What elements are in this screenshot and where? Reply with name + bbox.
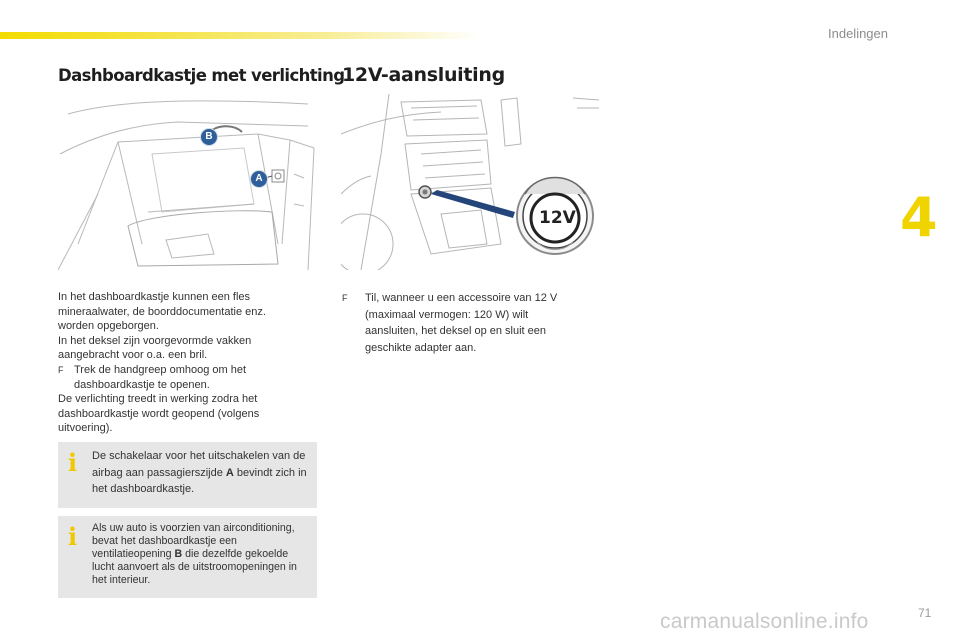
socket-instruction-text: Til, wanneer u een accessoire van 12 V (maximaal vermogen: 120 W) wilt aansluiten, het deksel op en sluit een geschikte adapter aan. [365,292,558,354]
page-number: 71 [918,606,932,620]
info-bold-label: A [225,466,234,479]
info-text-part: Als uw auto is voorzien van airconditioning, bevat het dashboardkastje een ventilatieopening [92,522,295,560]
bullet-open [58,363,298,392]
socket-instruction [342,290,582,356]
info-box-ventilation-text [92,522,310,587]
info-text-part: die dezelfde gekoelde lucht aanvoert als de uitstroomopeningen in het interieur. [92,548,297,586]
info-box-ventilation [58,516,317,598]
bullet-open-text: Trek de handgreep omhoog om het dashboardkastje te openen. [74,363,247,391]
glovebox-drawing [58,94,318,270]
info-bold-label: B [174,548,183,560]
paragraph-contents: In het dashboardkastje kunnen een fles mineraalwater, de boorddocumentatie enz. worden opgeborgen. [58,291,266,333]
socket-label: 12V [539,208,576,228]
callout-a: A [250,170,268,188]
glovebox-body [58,290,298,436]
glovebox-illustration [58,94,318,270]
chapter-number: 4 [900,186,938,249]
header-accent-bar [0,32,480,39]
info-text-part: bevindt zich in het dashboardkastje. [92,466,307,495]
socket-heading: 12V-aansluiting [342,64,505,86]
callout-b: B [200,128,218,146]
bullet-mark: F [342,293,348,303]
glovebox-heading: Dashboardkastje met verlichting [58,66,345,85]
dashboard-drawing [341,94,603,270]
info-box-airbag-text [92,448,310,498]
info-icon: i [68,522,78,551]
bullet-mark: F [58,364,64,375]
info-text-part: De schakelaar voor het uitschakelen van de airbag aan passagierszijde [92,450,306,479]
watermark: carmanualsonline.info [660,610,869,633]
section-title: Indelingen [828,26,888,41]
info-box-airbag [58,442,317,508]
socket-illustration [341,94,603,270]
paragraph-lighting: De verlichting treedt in werking zodra het dashboardkastje wordt geopend (volgens uitvoering). [58,393,260,435]
info-icon: i [68,448,78,477]
paragraph-lid: In het deksel zijn voorgevormde vakken aangebracht voor o.a. een bril. [58,334,252,362]
